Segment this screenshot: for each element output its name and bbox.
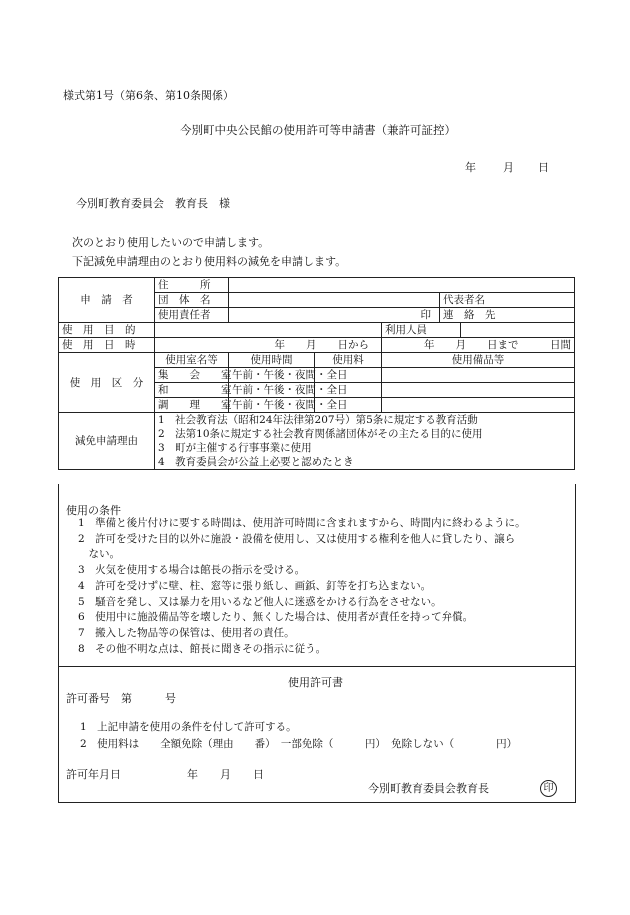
intro-line-1: 次のとおり使用したいので申請します。 [72,236,270,249]
condition-item: 3 火気を使用する場合は館長の指示を受ける。 [78,564,306,576]
permit-date[interactable]: 許可年月日 年 月 日 [66,768,264,781]
intro-line-2: 下記減免申請理由のとおり使用料の減免を申請します。 [72,255,347,268]
exemption-reason[interactable]: 4 教育委員会が公益上必要と認めたとき [155,455,575,470]
condition-item: 2 許可を受けた目的以外に施設・設備を使用し、又は使用する権利を他人に貸したり、譲ら [78,533,516,545]
room-equipment[interactable] [382,398,575,413]
date-day: 日 [538,161,549,174]
dates-label: 使 用 日 時 [59,338,155,353]
condition-item: 7 搬入した物品等の保管は、使用者の責任。 [78,627,295,639]
room-time[interactable]: 午前・午後・夜間・全日 [229,398,315,413]
condition-item: 4 許可を受けずに壁、柱、窓等に張り紙し、画鋲、釘等を打ち込まない。 [78,580,432,592]
permit-item-2[interactable]: 2 使用料は 全額免除（理由 番） 一部免除（ 円） 免除しない（ 円） [80,738,518,750]
date-from-field[interactable]: 年 月 日から [155,338,382,353]
condition-item: 8 その他不明な点は、館長に聞きその指示に従う。 [78,643,327,655]
exemption-reason[interactable]: 3 町が主催する行事事業に使用 [155,441,575,455]
official-seal-icon: 印 [540,780,557,797]
group-name-label: 団 体 名 [155,293,229,308]
contact-label: 連 絡 先 [440,308,575,323]
people-field[interactable] [461,323,575,338]
category-label: 使 用 区 分 [59,353,155,413]
permit-title: 使用許可書 [288,676,343,689]
room-equipment[interactable] [382,383,575,398]
rep-label: 代表者名 [440,293,575,308]
applicant-label: 申 請 者 [59,278,155,323]
condition-item: 1 準備と後片付けに要する時間は、使用許可時間に含まれますから、時間内に終わるように。 [78,517,526,529]
address-label: 住 所 [155,278,229,293]
conditions-title: 使用の条件 [66,504,121,517]
purpose-field[interactable] [155,323,382,338]
address-field[interactable] [229,278,575,293]
permit-issuer: 今別町教育委員会教育長 [368,782,489,795]
date-to-field[interactable]: 年 月 日まで 日間 [382,338,575,353]
room-time[interactable]: 午前・午後・夜間・全日 [229,383,315,398]
room-name: 集 会 室 [155,368,229,383]
category-header-equipment: 使用備品等 [382,353,575,368]
permit-item-1: 1 上記申請を使用の条件を付して許可する。 [80,721,297,733]
condition-item: ない。 [78,548,120,560]
responsible-field[interactable] [229,308,440,323]
room-equipment[interactable] [382,368,575,383]
responsible-label: 使用責任者 [155,308,229,323]
application-table [58,277,575,470]
exemption-reason[interactable]: 2 法第10条に規定する社会教育関係諸団体がその主たる目的に使用 [155,427,575,441]
purpose-label: 使 用 目 的 [59,323,155,338]
exemption-reason[interactable]: 1 社会教育法（昭和24年法律第207号）第5条に規定する教育活動 [155,413,575,428]
exemption-label: 減免申請理由 [59,413,155,470]
permit-number[interactable]: 許可番号 第 号 [66,692,176,705]
room-name: 和 室 [155,383,229,398]
condition-item: 5 騒音を発し、又は暴力を用いるなど他人に迷惑をかける行為をさせない。 [78,596,442,608]
category-header-room: 使用室名等 [155,353,229,368]
people-label: 利用人員 [382,323,461,338]
seal-mark: 印 [420,309,431,321]
group-name-field[interactable] [229,293,440,308]
room-time[interactable]: 午前・午後・夜間・全日 [229,368,315,383]
addressee: 今別町教育委員会 教育長 様 [76,197,230,210]
form-number: 様式第1号（第6条、第10条関係） [63,89,234,102]
document-title: 今別町中央公民館の使用許可等申請書（兼許可証控） [180,123,456,137]
room-name: 調 理 室 [155,398,229,413]
condition-item: 6 使用中に施設備品等を壊したり、無くした場合は、使用者が責任を持って弁償。 [78,611,474,623]
category-header-time: 使用時間 [229,353,315,368]
date-month: 月 [503,161,514,174]
category-header-fee: 使用料 [315,353,382,368]
date-year: 年 [465,161,476,174]
